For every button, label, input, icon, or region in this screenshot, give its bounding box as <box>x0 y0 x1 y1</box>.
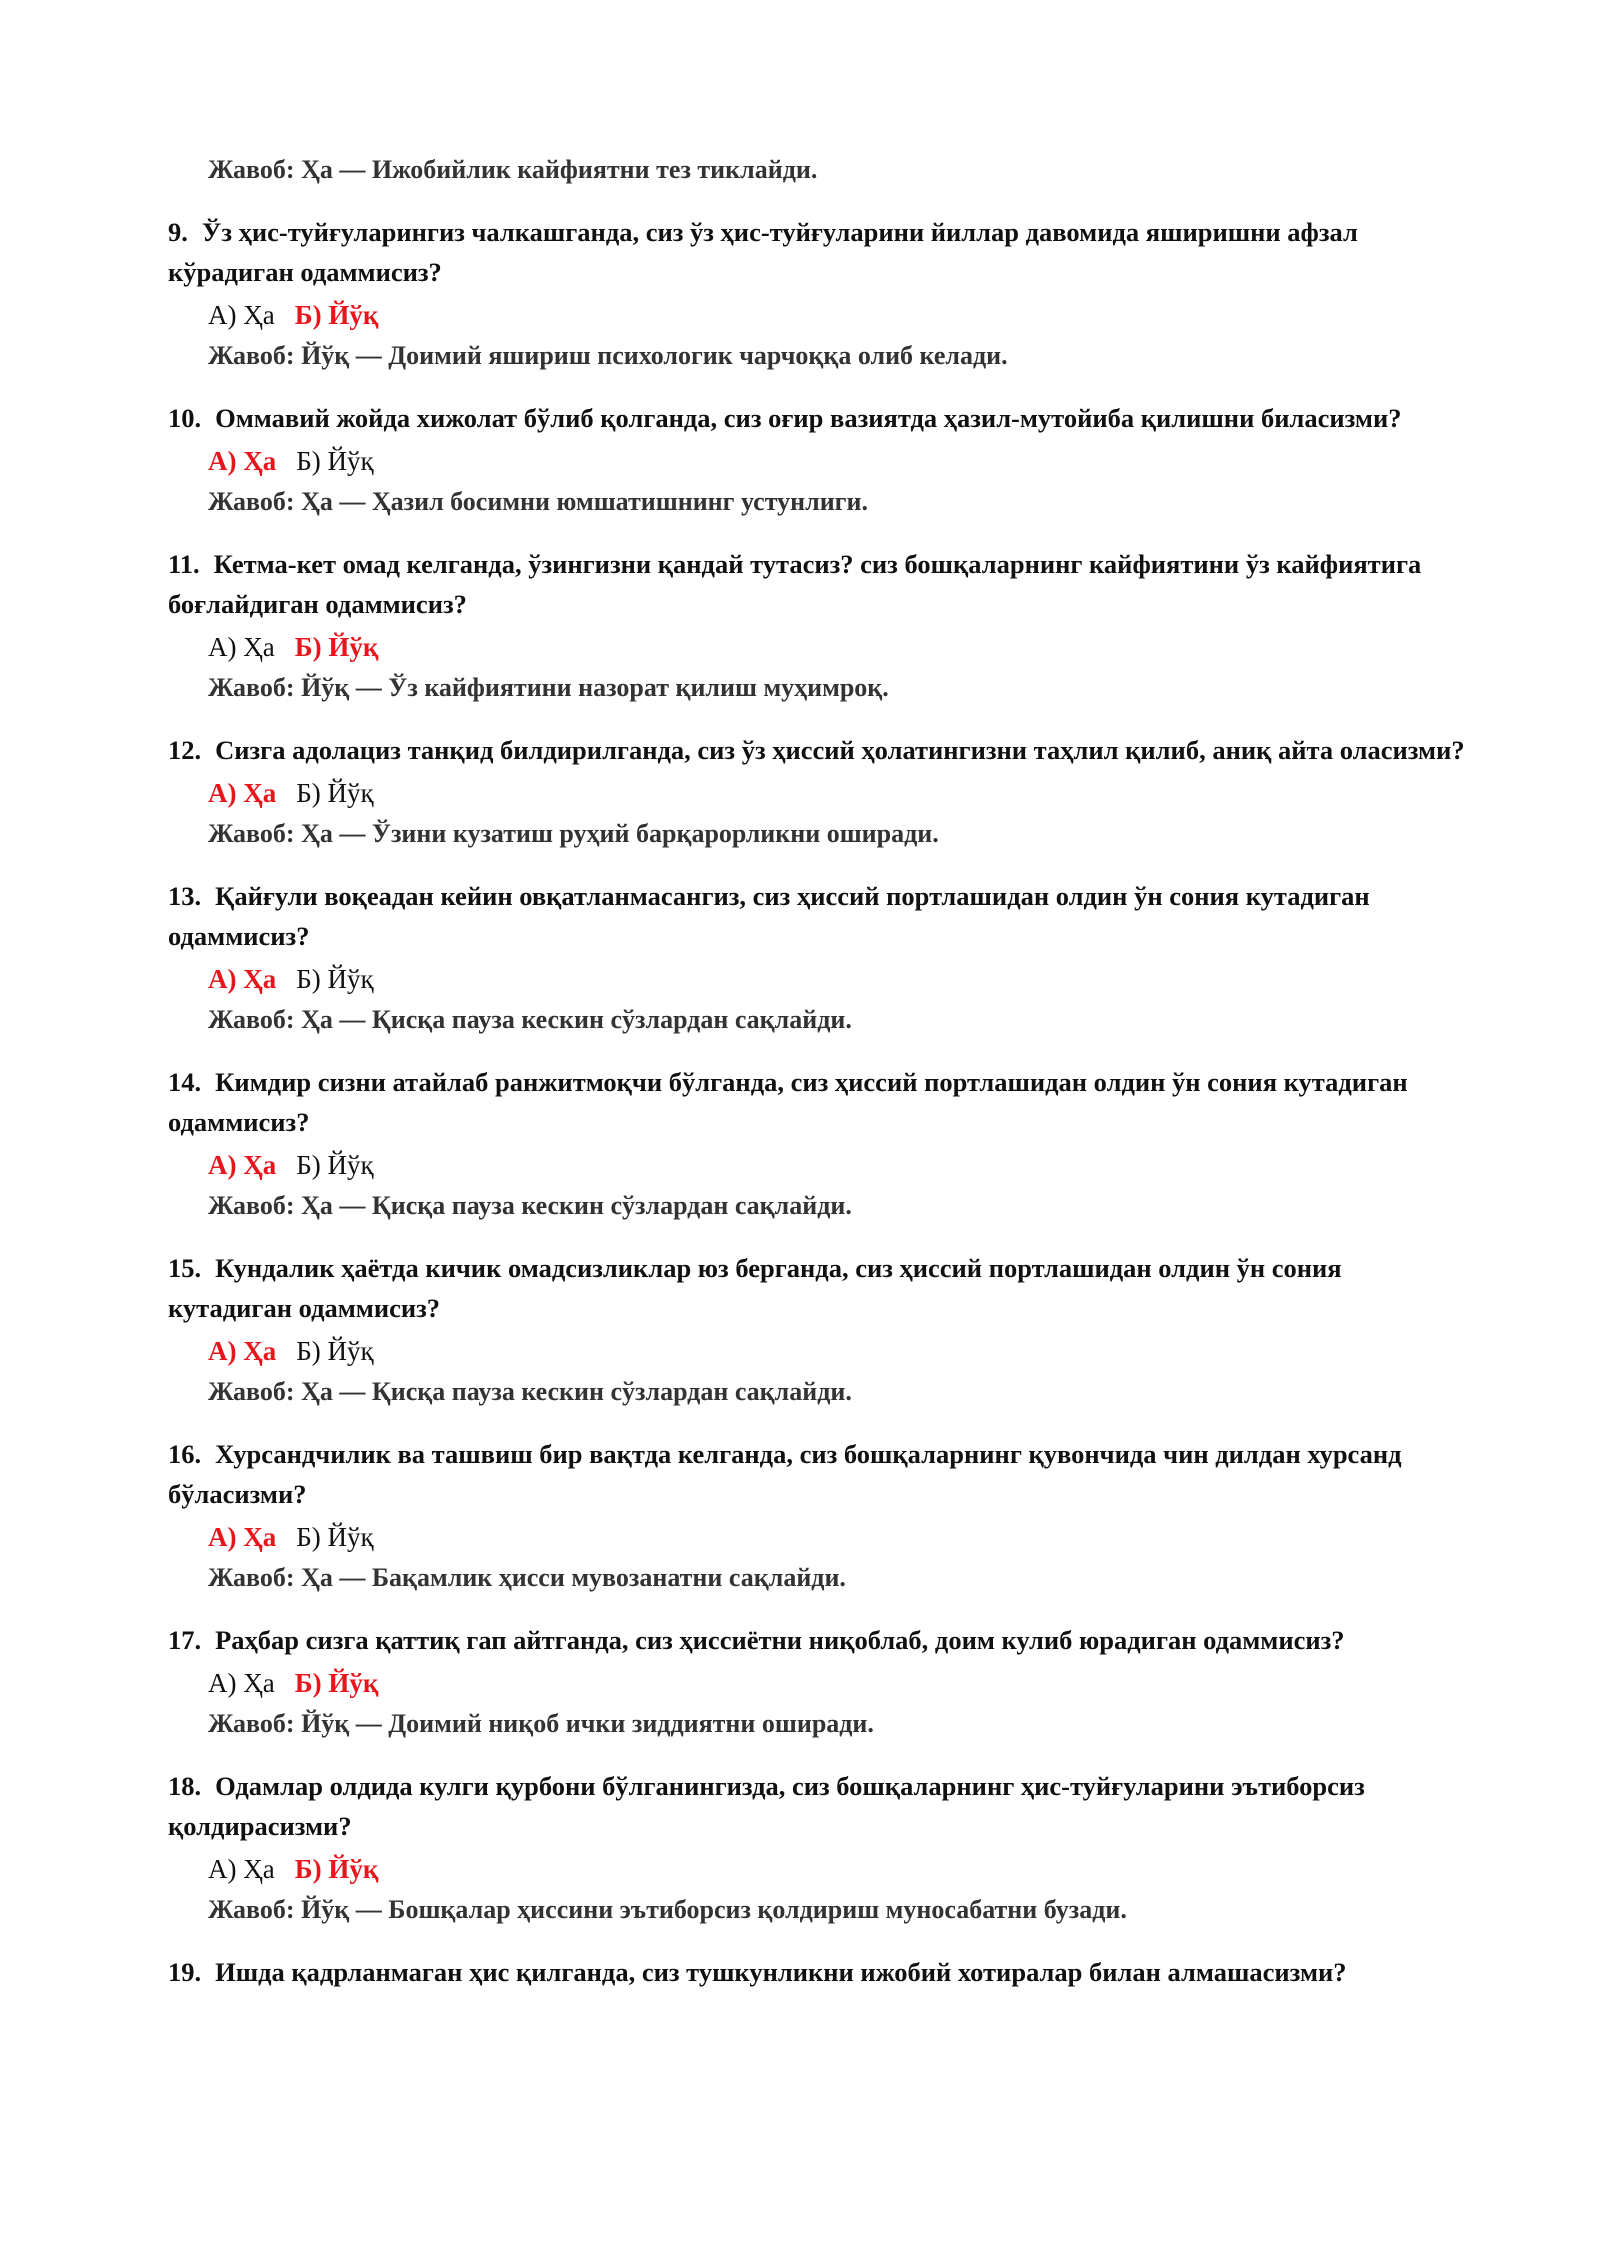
question-text <box>168 1434 1468 1514</box>
question-text <box>168 398 1468 438</box>
answer-line: Жавоб: Йўқ — Доимий яшириш психологик чарчоққа олиб келади. <box>208 341 1008 370</box>
option-a: А) Ҳа <box>208 300 275 330</box>
question-body: Ишда қадрланмаган ҳис қилганда, сиз тушкунликни ижобий хотиралар билан алмашасизми? <box>215 1957 1347 1987</box>
answer-line: Жавоб: Ҳа — Ўзини кузатиш руҳий барқарорликни оширади. <box>208 819 939 848</box>
document-page <box>168 150 1468 2014</box>
question-body: Кетма-кет омад келганда, ўзингизни қандай тутасиз? сиз бошқаларнинг кайфиятини ўз кайфиятига боғлайдиган одаммисиз? <box>168 549 1422 619</box>
option-b: Б) Йўқ <box>296 778 374 808</box>
question-number: 16. <box>168 1439 202 1469</box>
question-body: Кимдир сизни атайлаб ранжитмоқчи бўлганда, сиз ҳиссий портлашидан олдин ўн сония кутадиган одаммисиз? <box>168 1067 1408 1137</box>
question-number: 17. <box>168 1625 202 1655</box>
question-block <box>168 1434 1468 1598</box>
question-body: Раҳбар сизга қаттиқ гап айтганда, сиз ҳиссиётни ниқоблаб, доим кулиб юрадиган одаммисиз? <box>215 1625 1345 1655</box>
options-row <box>168 772 1468 814</box>
options-row <box>168 440 1468 482</box>
question-body: Ўз ҳис-туйғуларингиз чалкашганда, сиз ўз ҳис-туйғуларини йиллар давомида яширишни афзал кўрадиган одаммисиз? <box>168 217 1358 287</box>
question-body: Одамлар олдида кулги қурбони бўлганингизда, сиз бошқаларнинг ҳис-туйғуларини эътиборсиз қолдирасизми? <box>168 1771 1365 1841</box>
option-b: Б) Йўқ <box>294 1854 379 1884</box>
question-block <box>168 876 1468 1040</box>
options-row <box>168 1144 1468 1186</box>
answer-line: Жавоб: Йўқ — Бошқалар ҳиссини эътиборсиз қолдириш муносабатни бузади. <box>208 1895 1127 1924</box>
option-b: Б) Йўқ <box>294 1668 379 1698</box>
options-row <box>168 1662 1468 1704</box>
option-b: Б) Йўқ <box>296 1522 374 1552</box>
question-block <box>168 1248 1468 1412</box>
options-row <box>168 1848 1468 1890</box>
question-text <box>168 1620 1468 1660</box>
question-number: 19. <box>168 1957 202 1987</box>
answer-line: Жавоб: Ҳа — Қисқа пауза кескин сўзлардан сақлайди. <box>208 1377 852 1406</box>
question-number: 11. <box>168 549 200 579</box>
options-row <box>168 626 1468 668</box>
answer-line: Жавоб: Ҳа — Қисқа пауза кескин сўзлардан сақлайди. <box>208 1005 852 1034</box>
question-block <box>168 544 1468 708</box>
question-text <box>168 876 1468 956</box>
answer-line: Жавоб: Йўқ — Ўз кайфиятини назорат қилиш муҳимроқ. <box>208 673 889 702</box>
option-a: А) Ҳа <box>208 446 277 476</box>
question-body: Сизга адолациз танқид билдирилганда, сиз ўз ҳиссий ҳолатингизни таҳлил қилиб, аниқ айта оласизми? <box>215 735 1465 765</box>
question-text <box>168 1248 1468 1328</box>
question-block <box>168 212 1468 376</box>
answer-line: Жавоб: Йўқ — Доимий ниқоб ички зиддиятни оширади. <box>208 1709 874 1738</box>
options-row <box>168 294 1468 336</box>
option-a: А) Ҳа <box>208 1522 277 1552</box>
option-a: А) Ҳа <box>208 1150 277 1180</box>
question-body: Хурсандчилик ва ташвиш бир вақтда келганда, сиз бошқаларнинг қувончида чин дилдан хурсанд бўласизми? <box>168 1439 1402 1509</box>
question-number: 9. <box>168 217 188 247</box>
question-number: 15. <box>168 1253 202 1283</box>
question-text <box>168 544 1468 624</box>
question-text <box>168 1952 1468 1992</box>
question-block <box>168 1062 1468 1226</box>
option-b: Б) Йўқ <box>294 632 379 662</box>
option-a: А) Ҳа <box>208 778 277 808</box>
option-a: А) Ҳа <box>208 964 277 994</box>
question-block <box>168 730 1468 854</box>
option-b: Б) Йўқ <box>294 300 379 330</box>
option-a: А) Ҳа <box>208 1668 275 1698</box>
option-b: Б) Йўқ <box>296 1150 374 1180</box>
question-text <box>168 1062 1468 1142</box>
option-a: А) Ҳа <box>208 1336 277 1366</box>
question-block <box>168 1952 1468 1992</box>
answer-line: Жавоб: Ҳа — Ҳазил босимни юмшатишнинг устунлиги. <box>208 487 868 516</box>
option-b: Б) Йўқ <box>296 1336 374 1366</box>
question-text <box>168 730 1468 770</box>
question-body: Кундалик ҳаётда кичик омадсизликлар юз берганда, сиз ҳиссий портлашидан олдин ўн сония кутадиган одаммисиз? <box>168 1253 1342 1323</box>
answer-line: Жавоб: Ҳа — Бақамлик ҳисси мувозанатни сақлайди. <box>208 1563 846 1592</box>
question-text <box>168 212 1468 292</box>
question-block <box>168 398 1468 522</box>
question-body: Қайғули воқеадан кейин овқатланмасангиз, сиз ҳиссий портлашидан олдин ўн сония кутадиган одаммисиз? <box>168 881 1370 951</box>
options-row <box>168 1330 1468 1372</box>
question-number: 18. <box>168 1771 202 1801</box>
question-block <box>168 1766 1468 1930</box>
options-row <box>168 958 1468 1000</box>
option-a: А) Ҳа <box>208 1854 275 1884</box>
question-text <box>168 1766 1468 1846</box>
option-b: Б) Йўқ <box>296 964 374 994</box>
question-list <box>168 212 1468 1992</box>
question-block <box>168 1620 1468 1744</box>
question-number: 10. <box>168 403 202 433</box>
answer-line: Жавоб: Ҳа — Ижобийлик кайфиятни тез тиклайди. <box>208 155 818 184</box>
question-number: 12. <box>168 735 202 765</box>
question-number: 14. <box>168 1067 202 1097</box>
options-row <box>168 1516 1468 1558</box>
question-number: 13. <box>168 881 202 911</box>
answer-line: Жавоб: Ҳа — Қисқа пауза кескин сўзлардан сақлайди. <box>208 1191 852 1220</box>
option-a: А) Ҳа <box>208 632 275 662</box>
question-body: Оммавий жойда хижолат бўлиб қолганда, сиз оғир вазиятда ҳазил-мутойиба қилишни биласизми? <box>215 403 1402 433</box>
option-b: Б) Йўқ <box>296 446 374 476</box>
